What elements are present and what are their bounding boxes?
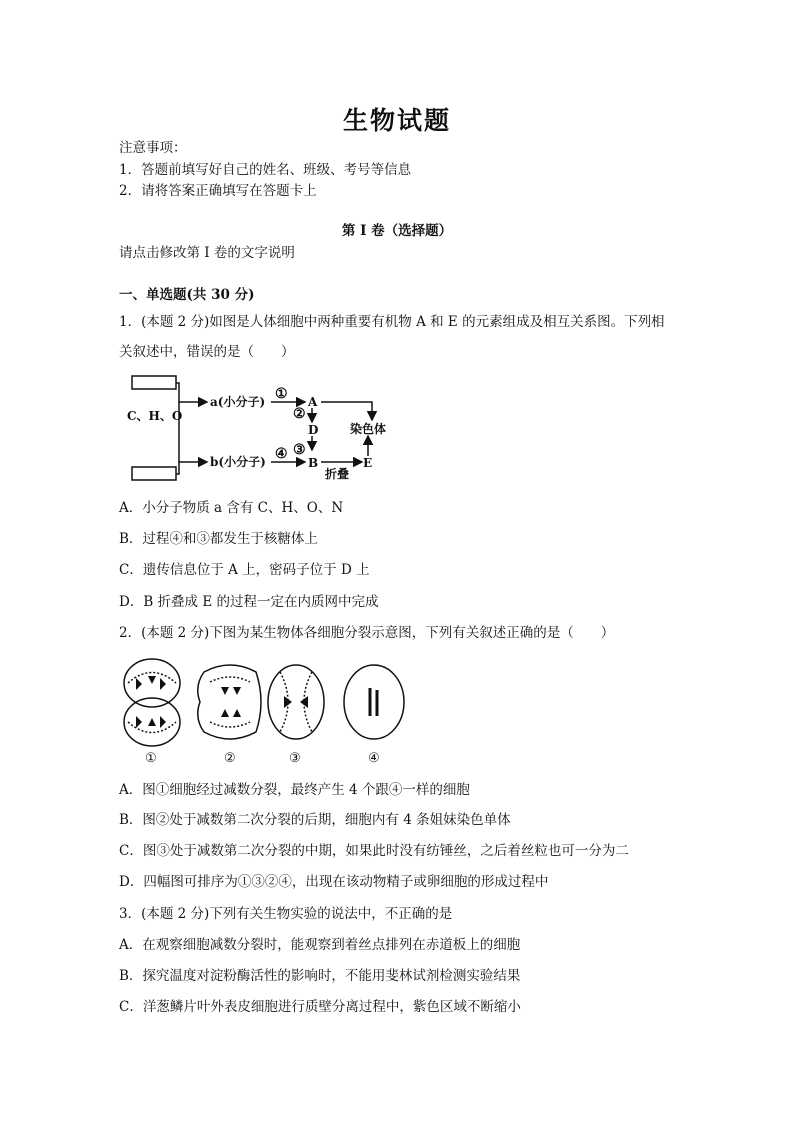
cell-label-4: ④ xyxy=(368,751,380,766)
q2-stem: 2．(本题 2 分)下图为某生物体各细胞分裂示意图，下列有关叙述正确的是（ ） xyxy=(119,625,615,641)
q3-option-b: B．探究温度对淀粉酶活性的影响时，不能用斐林试剂检测实验结果 xyxy=(119,968,521,984)
part1-desc: 请点击修改第 I 卷的文字说明 xyxy=(119,245,295,261)
notice-item-2: 2．请将答案正确填写在答题卡上 xyxy=(119,183,317,199)
q2-option-c: C．图③处于减数第二次分裂的中期，如果此时没有纺锤丝，之后着丝粒也可一分为二 xyxy=(119,843,629,859)
cell-label-2: ② xyxy=(224,751,236,766)
cell-2-figure xyxy=(198,665,261,739)
q1-elements-label: C、H、O xyxy=(127,409,183,423)
q1-option-d: D．B 折叠成 E 的过程一定在内质网中完成 xyxy=(119,594,379,610)
q1-option-a: A．小分子物质 a 含有 C、H、O、N xyxy=(119,500,344,516)
q1-step-2: ② xyxy=(293,406,306,422)
q2-option-d: D．四幅图可排序为①③②④，出现在该动物精子或卵细胞的形成过程中 xyxy=(119,874,549,890)
q1-option-b: B．过程④和③都发生于核糖体上 xyxy=(119,531,318,547)
q2-option-b: B．图②处于减数第二次分裂的后期，细胞内有 4 条姐妹染色单体 xyxy=(119,812,511,828)
cell-label-1: ① xyxy=(145,751,157,766)
section1-heading: 一、单选题(共 30 分) xyxy=(119,287,255,303)
q1-node-E: E xyxy=(363,456,373,470)
notice-item-1: 1．答题前填写好自己的姓名、班级、考号等信息 xyxy=(119,162,412,178)
q2-cell-diagrams xyxy=(118,652,418,767)
q1-diagram xyxy=(115,370,415,490)
q1-node-B: B xyxy=(308,456,319,470)
q1-bracket xyxy=(176,383,179,474)
q1-stem-line1: 1．(本题 2 分)如图是人体细胞中两种重要有机物 A 和 E 的元素组成及相互关系图。下列相 xyxy=(119,314,665,330)
q1-b-label: b(小分子) xyxy=(210,455,266,469)
part1-heading: 第 I 卷（选择题） xyxy=(341,223,453,239)
cell-4-figure xyxy=(344,665,404,739)
q1-arrow-A-to-chromosome xyxy=(321,402,372,420)
page-title: 生物试题 xyxy=(342,106,451,135)
cell-1-figure xyxy=(124,659,180,746)
q3-stem: 3．(本题 2 分)下列有关生物实验的说法中，不正确的是 xyxy=(119,906,453,922)
q1-option-c: C．遗传信息位于 A 上，密码子位于 D 上 xyxy=(119,562,370,578)
cell-label-3: ③ xyxy=(289,751,301,766)
q1-a-label: a(小分子) xyxy=(210,395,266,409)
q1-blank-box-top xyxy=(132,376,176,389)
q1-step-4: ④ xyxy=(275,446,288,462)
q1-step-1: ① xyxy=(275,386,288,402)
q3-option-a: A．在观察细胞减数分裂时，能观察到着丝点排列在赤道板上的细胞 xyxy=(119,937,521,953)
q3-option-c: C．洋葱鳞片叶外表皮细胞进行质壁分离过程中，紫色区域不断缩小 xyxy=(119,999,521,1015)
notice-heading: 注意事项： xyxy=(119,140,187,156)
q1-chromosome-label: 染色体 xyxy=(350,422,387,436)
cell-3-figure xyxy=(268,665,324,739)
q1-node-A: A xyxy=(308,395,318,409)
q2-option-a: A．图①细胞经过减数分裂，最终产生 4 个跟④一样的细胞 xyxy=(119,782,470,798)
q1-node-D: D xyxy=(308,423,319,437)
q1-blank-box-bottom xyxy=(132,467,176,480)
q1-stem-line2: 关叙述中，错误的是（ ） xyxy=(119,344,295,360)
q1-step-3: ③ xyxy=(293,442,306,458)
q1-fold-label: 折叠 xyxy=(325,467,350,481)
